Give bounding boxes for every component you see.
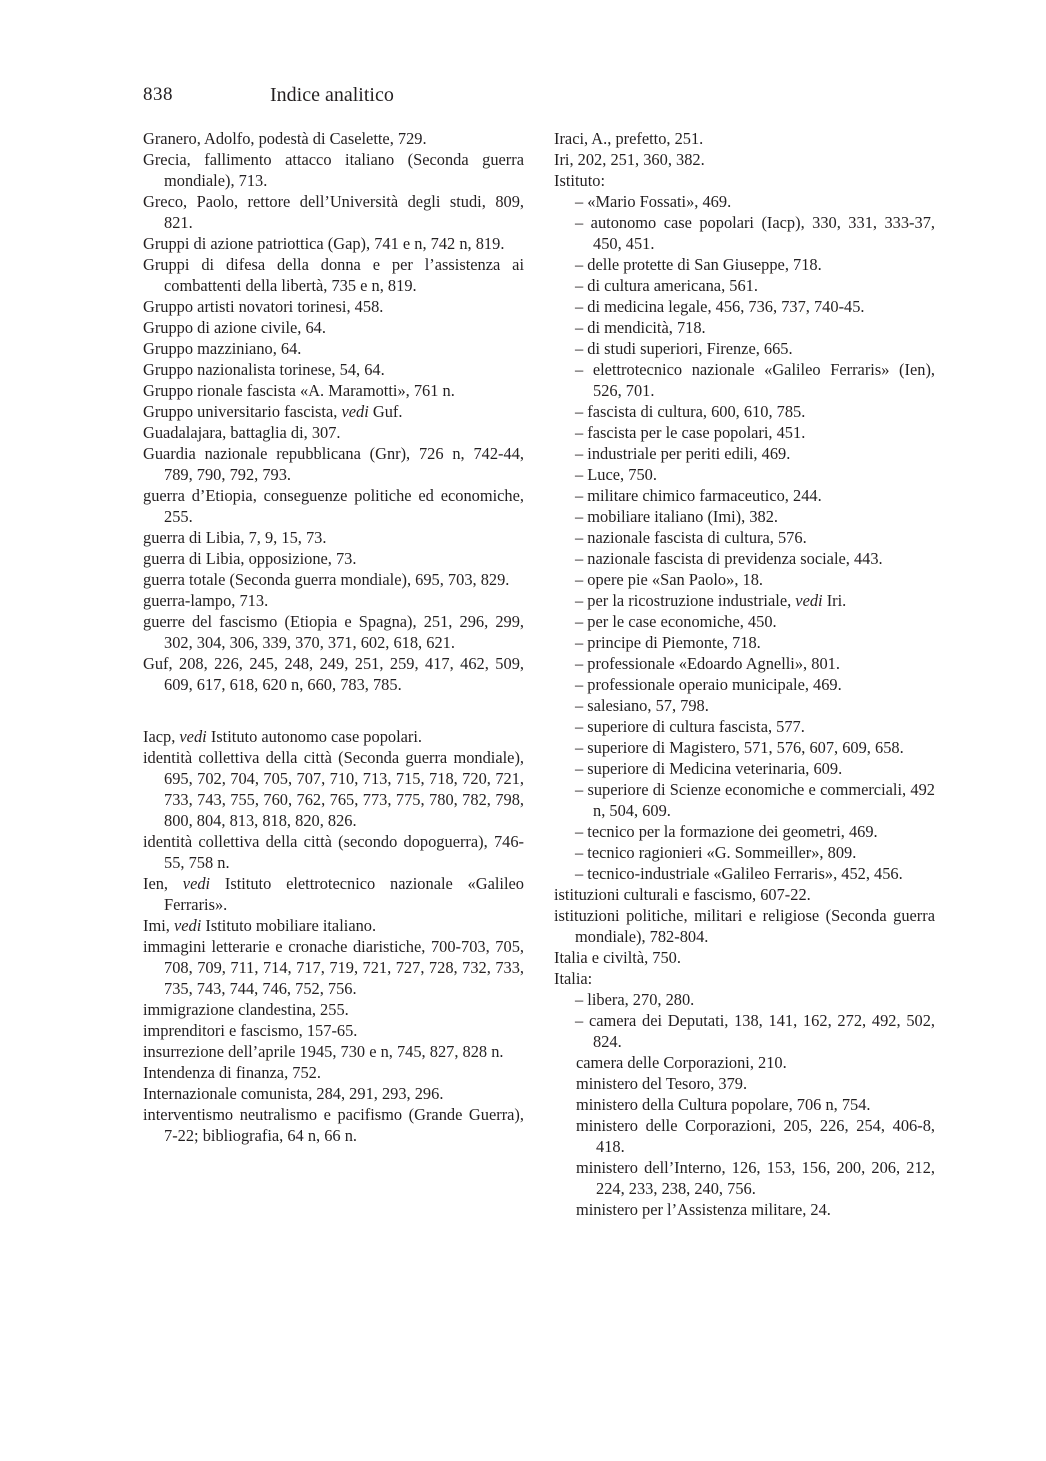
running-header bbox=[143, 84, 394, 110]
index-entry bbox=[143, 726, 524, 747]
index-entry bbox=[143, 254, 524, 296]
index-entry bbox=[143, 527, 524, 548]
cross-reference-vedi: vedi bbox=[341, 402, 369, 421]
index-subentry bbox=[554, 716, 935, 737]
entry-text: Granero, Adolfo, podestà di Caselette, 729. bbox=[143, 129, 427, 148]
index-subentry bbox=[554, 275, 935, 296]
index-entry bbox=[143, 590, 524, 611]
index-subentry bbox=[554, 653, 935, 674]
entry-text: Gruppo artisti novatori torinesi, 458. bbox=[143, 297, 384, 316]
index-entry bbox=[143, 233, 524, 254]
index-entry bbox=[143, 611, 524, 653]
entry-text: Italia e civiltà, 750. bbox=[554, 948, 681, 967]
entry-text: guerra d’Etiopia, conseguenze politiche ed economiche, 255. bbox=[143, 486, 524, 526]
entry-text: guerra di Libia, 7, 9, 15, 73. bbox=[143, 528, 327, 547]
entry-text-after: Istituto mobiliare italiano. bbox=[201, 916, 377, 935]
index-subentry bbox=[554, 422, 935, 443]
index-subentry bbox=[554, 1157, 935, 1199]
cross-reference-vedi: vedi bbox=[173, 916, 202, 935]
index-entry bbox=[143, 380, 524, 401]
entry-text: Iraci, A., prefetto, 251. bbox=[554, 129, 704, 148]
index-subentry bbox=[554, 338, 935, 359]
entry-text: Guardia nazionale repubblicana (Gnr), 726 n, 742-44, 789, 790, 792, 793. bbox=[143, 444, 524, 484]
index-entry bbox=[554, 947, 935, 968]
entry-text: – autonomo case popolari (Iacp), 330, 331, 333-37, 450, 451. bbox=[575, 213, 935, 253]
entry-text: – industriale per periti edili, 469. bbox=[575, 444, 791, 463]
index-entry bbox=[143, 296, 524, 317]
entry-text: Istituto: bbox=[554, 171, 605, 190]
entry-text-after: Iri. bbox=[822, 591, 847, 610]
entry-text: Guf, 208, 226, 245, 248, 249, 251, 259, 417, 462, 509, 609, 617, 618, 620 n, 660, 783, 785. bbox=[143, 654, 524, 694]
index-entry bbox=[143, 936, 524, 999]
entry-text: Gruppi di difesa della donna e per l’assistenza ai combattenti della libertà, 735 e n, 819. bbox=[143, 255, 524, 295]
index-subentry bbox=[554, 1094, 935, 1115]
index-column-right bbox=[554, 128, 935, 1220]
entry-text: Gruppi di azione patriottica (Gap), 741 e n, 742 n, 819. bbox=[143, 234, 505, 253]
entry-text: guerra-lampo, 713. bbox=[143, 591, 269, 610]
entry-text: identità collettiva della città (secondo dopoguerra), 746-55, 758 n. bbox=[143, 832, 524, 872]
index-entry bbox=[143, 422, 524, 443]
entry-text: – di medicina legale, 456, 736, 737, 740-45. bbox=[575, 297, 865, 316]
entry-text: – salesiano, 57, 798. bbox=[575, 696, 709, 715]
entry-text: Italia: bbox=[554, 969, 593, 988]
entry-text: guerra di Libia, opposizione, 73. bbox=[143, 549, 357, 568]
index-entry bbox=[143, 831, 524, 873]
index-entry bbox=[143, 1041, 524, 1062]
index-subentry bbox=[554, 737, 935, 758]
entry-text: – libera, 270, 280. bbox=[575, 990, 695, 1009]
entry-text: Gruppo rionale fascista «A. Maramotti», 761 n. bbox=[143, 381, 455, 400]
entry-text-after: Istituto autonomo case popolari. bbox=[206, 727, 423, 746]
index-entry bbox=[143, 128, 524, 149]
entry-text: ministero del Tesoro, 379. bbox=[576, 1074, 748, 1093]
entry-text: Iri, 202, 251, 360, 382. bbox=[554, 150, 705, 169]
index-subentry bbox=[554, 485, 935, 506]
running-title: Indice analitico bbox=[270, 84, 394, 106]
entry-text: ministero dell’Interno, 126, 153, 156, 200, 206, 212, 224, 233, 238, 240, 756. bbox=[576, 1158, 935, 1198]
entry-text: – principe di Piemonte, 718. bbox=[575, 633, 761, 652]
index-subentry bbox=[554, 989, 935, 1010]
index-entry bbox=[554, 128, 935, 149]
entry-text: Gruppo di azione civile, 64. bbox=[143, 318, 326, 337]
entry-text: Gruppo nazionalista torinese, 54, 64. bbox=[143, 360, 385, 379]
entry-text: – camera dei Deputati, 138, 141, 162, 272, 492, 502, 824. bbox=[575, 1011, 935, 1051]
entry-text: insurrezione dell’aprile 1945, 730 e n, 745, 827, 828 n. bbox=[143, 1042, 504, 1061]
index-entry bbox=[554, 968, 935, 989]
entry-text: Internazionale comunista, 284, 291, 293, 296. bbox=[143, 1084, 444, 1103]
entry-text: camera delle Corporazioni, 210. bbox=[576, 1053, 787, 1072]
index-subentry bbox=[554, 1010, 935, 1052]
index-entry bbox=[143, 548, 524, 569]
index-subentry bbox=[554, 212, 935, 254]
cross-reference-vedi: vedi bbox=[179, 727, 207, 746]
entry-text: ministero delle Corporazioni, 205, 226, 254, 406-8, 418. bbox=[576, 1116, 935, 1156]
entry-text: immagini letterarie e cronache diaristiche, 700-703, 705, 708, 709, 711, 714, 717, 719, 721, 727, 728, 732, 733, 735, 743, 744, 746, 752, 756. bbox=[143, 937, 524, 998]
entry-text: – elettrotecnico nazionale «Galileo Ferraris» (Ien), 526, 701. bbox=[575, 360, 935, 400]
index-entry bbox=[143, 747, 524, 831]
entry-text: – superiore di Scienze economiche e commerciali, 492 n, 504, 609. bbox=[575, 780, 935, 820]
index-subentry bbox=[554, 254, 935, 275]
index-entry bbox=[143, 1083, 524, 1104]
entry-text: Intendenza di finanza, 752. bbox=[143, 1063, 321, 1082]
index-entry bbox=[143, 191, 524, 233]
entry-text: – professionale «Edoardo Agnelli», 801. bbox=[575, 654, 840, 673]
entry-text: – opere pie «San Paolo», 18. bbox=[575, 570, 764, 589]
entry-text: – tecnico per la formazione dei geometri, 469. bbox=[575, 822, 878, 841]
index-subentry bbox=[554, 758, 935, 779]
index-subentry bbox=[554, 443, 935, 464]
index-subentry bbox=[554, 569, 935, 590]
index-column-left bbox=[143, 128, 524, 1146]
entry-text: Ien, bbox=[143, 874, 183, 893]
entry-text: Gruppo mazziniano, 64. bbox=[143, 339, 302, 358]
cross-reference-vedi: vedi bbox=[182, 874, 211, 893]
index-entry bbox=[143, 338, 524, 359]
entry-text: – superiore di Medicina veterinaria, 609. bbox=[575, 759, 843, 778]
entry-text: Guadalajara, battaglia di, 307. bbox=[143, 423, 341, 442]
entry-text: Iacp, bbox=[143, 727, 180, 746]
entry-text: imprenditori e fascismo, 157-65. bbox=[143, 1021, 358, 1040]
index-entry bbox=[143, 653, 524, 695]
entry-text: – superiore di cultura fascista, 577. bbox=[575, 717, 805, 736]
index-subentry bbox=[554, 317, 935, 338]
index-subentry bbox=[554, 548, 935, 569]
index-entry bbox=[554, 905, 935, 947]
entry-text: – mobiliare italiano (Imi), 382. bbox=[575, 507, 779, 526]
entry-text: istituzioni culturali e fascismo, 607-22. bbox=[554, 885, 811, 904]
entry-text: – Luce, 750. bbox=[575, 465, 657, 484]
index-subentry bbox=[554, 1115, 935, 1157]
entry-text: – tecnico ragionieri «G. Sommeiller», 809. bbox=[575, 843, 857, 862]
entry-text: ministero della Cultura popolare, 706 n, 754. bbox=[576, 1095, 871, 1114]
index-entry bbox=[143, 401, 524, 422]
entry-text: – di cultura americana, 561. bbox=[575, 276, 758, 295]
entry-text: – di studi superiori, Firenze, 665. bbox=[575, 339, 793, 358]
index-subentry bbox=[554, 821, 935, 842]
entry-text: Grecia, fallimento attacco italiano (Seconda guerra mondiale), 713. bbox=[143, 150, 524, 190]
index-subentry bbox=[554, 842, 935, 863]
index-entry bbox=[143, 1104, 524, 1146]
index-subentry bbox=[554, 527, 935, 548]
index-subentry bbox=[554, 779, 935, 821]
index-subentry bbox=[554, 359, 935, 401]
index-subentry bbox=[554, 296, 935, 317]
entry-text: – «Mario Fossati», 469. bbox=[575, 192, 732, 211]
entry-text: – di mendicità, 718. bbox=[575, 318, 706, 337]
entry-text: interventismo neutralismo e pacifismo (Grande Guerra), 7-22; bibliografia, 64 n, 66 n. bbox=[143, 1105, 524, 1145]
index-subentry bbox=[554, 674, 935, 695]
index-entry bbox=[143, 359, 524, 380]
entry-text: – per la ricostruzione industriale, bbox=[575, 591, 796, 610]
index-entry bbox=[143, 569, 524, 590]
index-subentry bbox=[554, 695, 935, 716]
index-subentry bbox=[554, 611, 935, 632]
entry-text: guerre del fascismo (Etiopia e Spagna), 251, 296, 299, 302, 304, 306, 339, 370, 371, 602, 618, 621. bbox=[143, 612, 524, 652]
entry-text: – fascista di cultura, 600, 610, 785. bbox=[575, 402, 806, 421]
cross-reference-vedi: vedi bbox=[795, 591, 823, 610]
entry-text: – fascista per le case popolari, 451. bbox=[575, 423, 806, 442]
entry-text: – delle protette di San Giuseppe, 718. bbox=[575, 255, 822, 274]
index-subentry bbox=[554, 464, 935, 485]
index-entry bbox=[143, 485, 524, 527]
index-entry bbox=[143, 1062, 524, 1083]
entry-text: – militare chimico farmaceutico, 244. bbox=[575, 486, 822, 505]
index-subentry bbox=[554, 863, 935, 884]
entry-text: – nazionale fascista di previdenza sociale, 443. bbox=[575, 549, 883, 568]
index-entry bbox=[554, 170, 935, 191]
page-number: 838 bbox=[143, 84, 173, 105]
index-entry bbox=[143, 999, 524, 1020]
entry-text: – per le case economiche, 450. bbox=[575, 612, 777, 631]
entry-text: Greco, Paolo, rettore dell’Università degli studi, 809, 821. bbox=[143, 192, 524, 232]
entry-text: istituzioni politiche, militari e religiose (Seconda guerra mondiale), 782-804. bbox=[554, 906, 935, 946]
index-entry bbox=[143, 873, 524, 915]
index-entry bbox=[554, 884, 935, 905]
entry-text: – professionale operaio municipale, 469. bbox=[575, 675, 842, 694]
entry-text-after: Istituto elettrotecnico nazionale «Galileo Ferraris». bbox=[164, 874, 525, 914]
entry-text: – tecnico-industriale «Galileo Ferraris», 452, 456. bbox=[575, 864, 903, 883]
entry-text: – superiore di Magistero, 571, 576, 607, 609, 658. bbox=[575, 738, 904, 757]
index-subentry bbox=[554, 1199, 935, 1220]
index-subentry bbox=[554, 590, 935, 611]
index-entry bbox=[143, 149, 524, 191]
index-entry bbox=[143, 317, 524, 338]
entry-text: – nazionale fascista di cultura, 576. bbox=[575, 528, 807, 547]
index-subentry bbox=[554, 191, 935, 212]
index-subentry bbox=[554, 1052, 935, 1073]
index-entry bbox=[143, 1020, 524, 1041]
index-subentry bbox=[554, 1073, 935, 1094]
entry-text: Gruppo universitario fascista, bbox=[143, 402, 342, 421]
entry-text-after: Guf. bbox=[368, 402, 403, 421]
entry-text: immigrazione clandestina, 255. bbox=[143, 1000, 349, 1019]
index-subentry bbox=[554, 401, 935, 422]
index-entry bbox=[143, 915, 524, 936]
entry-text: Imi, bbox=[143, 916, 174, 935]
index-entry bbox=[554, 149, 935, 170]
index-entry bbox=[143, 443, 524, 485]
index-subentry bbox=[554, 632, 935, 653]
entry-text: identità collettiva della città (Seconda guerra mondiale), 695, 702, 704, 705, 707, 710, 713, 715, 718, 720, 721, 733, 743, 755, 760, 762, 765, 773, 775, 780, 782, 798, 800, 804, 813, 818, 820, 826. bbox=[143, 748, 524, 830]
entry-text: guerra totale (Seconda guerra mondiale), 695, 703, 829. bbox=[143, 570, 510, 589]
entry-text: ministero per l’Assistenza militare, 24. bbox=[576, 1200, 831, 1219]
index-subentry bbox=[554, 506, 935, 527]
